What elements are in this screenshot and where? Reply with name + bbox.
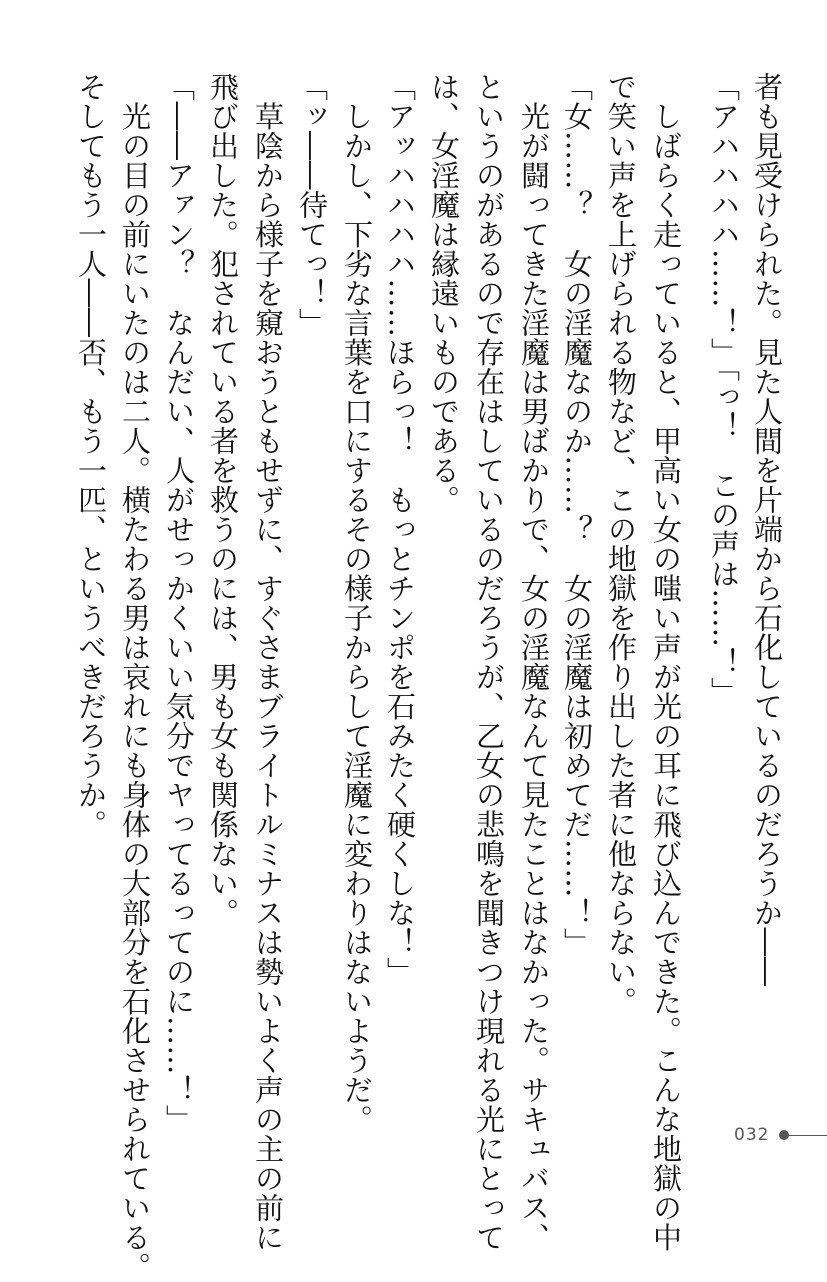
text-line: 「アハハハハ……！」「っ！ この声は……！」	[707, 72, 741, 707]
text-line: 「――アァン？ なんだい、人がせっかくいい気分でヤってるってのに……！」	[162, 72, 196, 1134]
text-line: 光の目の前にいたのは二人。横たわる男は哀れにも身体の大部分を石化させられている。	[118, 72, 152, 1282]
text-line: 飛び出した。犯されている者を救うのには、男も女も関係ない。	[206, 72, 240, 928]
page-marker-dot-icon	[779, 1130, 789, 1140]
text-line: は、女淫魔は縁遠いものである。	[427, 72, 461, 515]
text-line: 者も見受けられた。見た人間を片端から石化しているのだろうか――	[750, 72, 784, 987]
text-line: 草陰から様子を窺おうともせずに、すぐさまブライトルミナスは勢いよく声の主の前に	[251, 72, 285, 1252]
text-line: しばらく走っていると、甲高い女の嗤い声が光の耳に飛び込んできた。こんな地獄の中	[649, 72, 683, 1252]
text-line: 「女……？ 女の淫魔なのか……？ 女の淫魔は初めてだ……！」	[560, 72, 594, 957]
text-line: というのがあるので存在はしているのだろうが、乙女の悲鳴を聞きつけ現れる光にとって	[472, 72, 506, 1252]
page-footer	[734, 1124, 827, 1146]
page-number: 032	[734, 1125, 770, 1145]
text-line: そしてもう一人――否、もう一匹、というべきだろうか。	[74, 72, 108, 839]
text-line: で笑い声を上げられる物など、この地獄を作り出した者に他ならない。	[604, 72, 638, 1016]
text-line: 「アッハハハハ……ほらっ！ もっとチンポを石みたく硬くしな！」	[383, 72, 417, 987]
text-line: 「ッ――待てっ！」	[295, 72, 329, 338]
page-marker-rule	[789, 1135, 827, 1136]
text-line: しかし、下劣な言葉を口にするその様子からして淫魔に変わりはないようだ。	[340, 72, 374, 1134]
text-line: 光が闘ってきた淫魔は男ばかりで、女の淫魔なんて見たことはなかった。サキュバス、	[517, 72, 551, 1252]
